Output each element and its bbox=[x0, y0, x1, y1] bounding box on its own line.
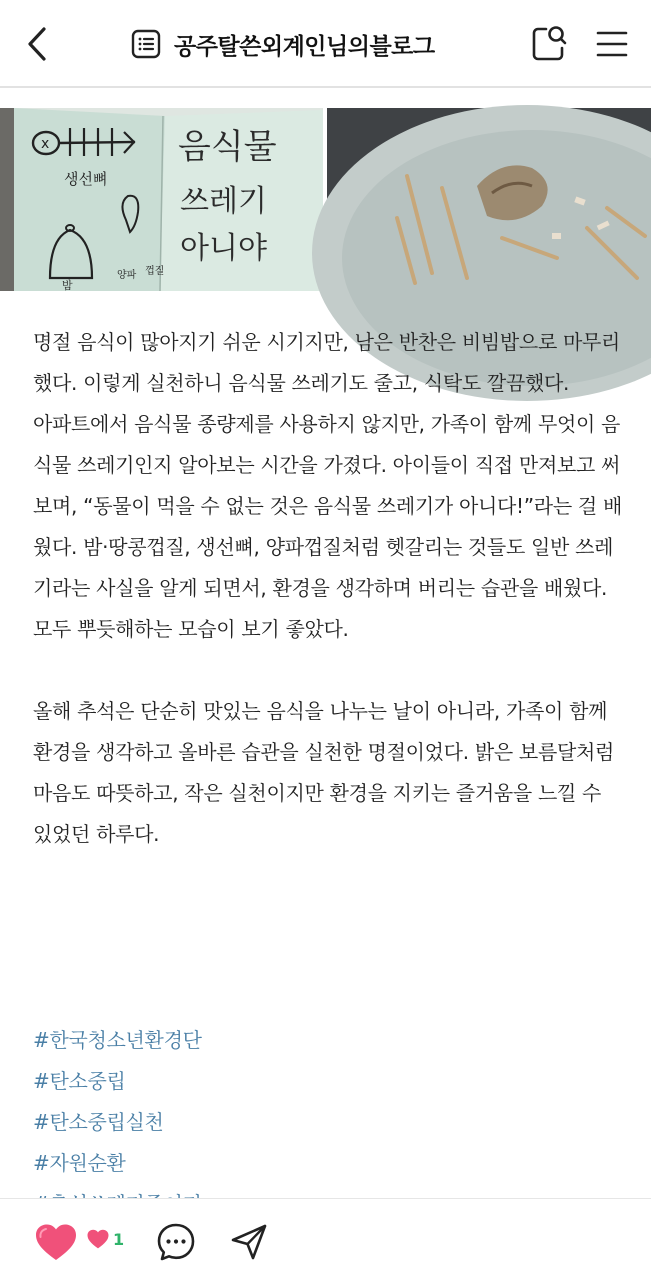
like-count-button[interactable] bbox=[86, 1229, 124, 1250]
search-icon bbox=[528, 22, 572, 66]
handwritten-signs-illustration bbox=[0, 108, 323, 291]
blog-title: 공주탈쓴외계인님의블로그 bbox=[174, 33, 435, 60]
sign-text-line2: 쓰레기 bbox=[180, 184, 267, 219]
top-app-bar bbox=[0, 0, 651, 88]
hashtag-link[interactable]: #탄소중립실천 bbox=[33, 1110, 164, 1134]
hashtag-link[interactable]: #자원순환 bbox=[33, 1151, 126, 1175]
fish-bone-label: 생선뼈 bbox=[64, 170, 108, 188]
heart-icon bbox=[34, 1223, 78, 1263]
post-content bbox=[33, 322, 623, 855]
post-paragraph-2: 아파트에서 음식물 종량제를 사용하지 않지만, 가족이 함께 무엇이 음식물 쓰레기인지 알아보는 시간을 가졌다. 아이들이 직접 만져보고 써보며, “동물이 먹을 수 없는 것은 음식물 쓰레기가 아니다!”라는 걸 배웠다. 밤·땅콩껍질, 생선뼈, 양파껍질처럼 헷갈리는 것들도 일반 쓰레기라는 사실을 알게 되면서, 환경을 생각하며 버리는 습관을 배웠다. 모두 뿌듯해하는 모습이 보기 좋았다. bbox=[33, 412, 622, 641]
onion-label: 양파 bbox=[117, 270, 137, 281]
like-button[interactable] bbox=[34, 1223, 78, 1263]
menu-button[interactable] bbox=[592, 24, 632, 64]
hashtag-link[interactable]: #탄소중립 bbox=[33, 1069, 126, 1093]
send-icon bbox=[228, 1221, 270, 1263]
post-paragraph-3: 올해 추석은 단순히 맛있는 음식을 나누는 날이 아니라, 가족이 함께 환경을 생각하고 올바른 습관을 실천한 명절이었다. 밝은 보름달처럼 마음도 따뜻하고, 작은 실천이지만 환경을 지키는 즐거움을 느낄 수 있었던 하루다. bbox=[33, 699, 615, 846]
paragraph-spacer bbox=[33, 650, 623, 691]
chestnut-label: 밤 bbox=[62, 279, 73, 292]
photo-handwritten-signs[interactable] bbox=[0, 108, 323, 291]
comment-button[interactable] bbox=[155, 1221, 197, 1263]
search-button[interactable] bbox=[528, 22, 572, 66]
svg-text:x: x bbox=[41, 136, 50, 152]
hashtag-list bbox=[33, 1020, 623, 1198]
small-heart-icon bbox=[86, 1229, 110, 1250]
photo-plate-food-waste[interactable] bbox=[327, 108, 651, 291]
sign-text-line1: 음식물 bbox=[178, 127, 277, 167]
plate-with-shells-illustration bbox=[327, 108, 651, 291]
blog-title-link[interactable] bbox=[130, 24, 435, 64]
bottom-action-bar bbox=[0, 1198, 651, 1280]
post-paragraph-1: 명절 음식이 많아지기 쉬운 시기지만, 남은 반찬은 비빔밥으로 마무리했다. 이렇게 실천하니 음식물 쓰레기도 줄고, 식탁도 깔끔했다. bbox=[33, 330, 621, 395]
back-button[interactable] bbox=[18, 22, 58, 66]
menu-icon bbox=[592, 24, 632, 64]
share-button[interactable] bbox=[228, 1221, 270, 1263]
peel-label: 껍질 bbox=[145, 266, 165, 277]
list-icon bbox=[130, 28, 162, 60]
like-count: 1 bbox=[113, 1230, 125, 1249]
sign-text-line3: 아니야 bbox=[180, 231, 267, 266]
hashtag-link[interactable]: #한국청소년환경단 bbox=[33, 1028, 202, 1052]
comment-icon bbox=[155, 1221, 197, 1263]
chevron-left-icon bbox=[18, 22, 58, 66]
